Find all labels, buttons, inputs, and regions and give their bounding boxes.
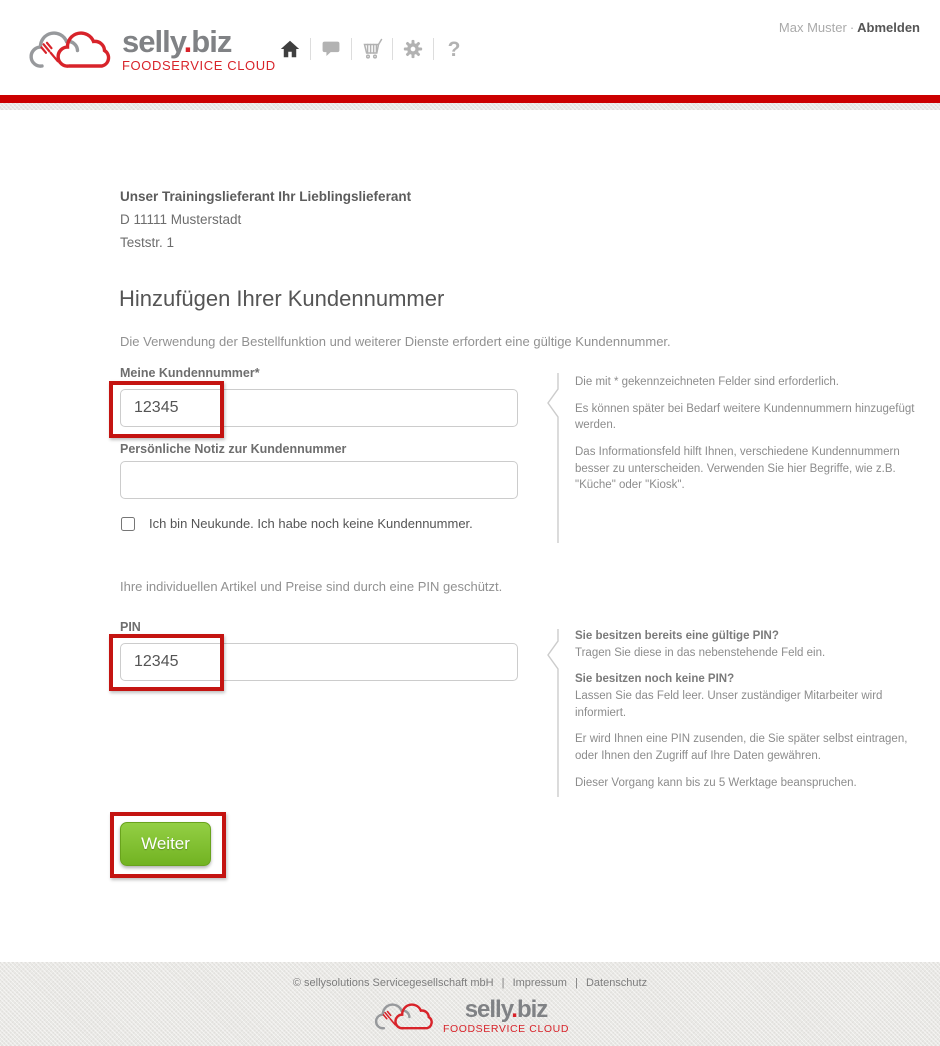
help-text: Es können später bei Bedarf weitere Kundennummern hinzugefügt werden.	[575, 402, 915, 432]
logo-wordmark	[443, 995, 569, 1023]
new-customer-label[interactable]: Ich bin Neukunde. Ich habe noch keine Kundennummer.	[149, 516, 473, 531]
pin-intro: Ihre individuellen Artikel und Preise sind durch eine PIN geschützt.	[120, 579, 503, 594]
logo-cloud-icon	[371, 995, 437, 1037]
logo-wordmark	[122, 26, 276, 57]
help-pointer-line	[546, 373, 560, 543]
help-text: Er wird Ihnen eine PIN zusenden, die Sie später selbst eintragen, oder Ihnen den Zugriff auf Ihre Daten gewähren.	[575, 733, 908, 763]
home-icon[interactable]	[278, 37, 302, 61]
logo-tld: biz	[516, 995, 548, 1023]
help-text: Dieser Vorgang kann bis zu 5 Werktage beanspruchen.	[575, 776, 857, 789]
supplier-street: Teststr. 1	[120, 234, 175, 250]
supplier-name: Unser Trainingslieferant Ihr Lieblingslieferant	[120, 189, 412, 204]
user-separator: ·	[849, 20, 855, 35]
footer	[0, 962, 940, 1046]
datenschutz-link[interactable]: Datenschutz	[585, 977, 648, 989]
help-text	[575, 671, 925, 721]
logo[interactable]	[24, 20, 276, 78]
logo-text	[122, 26, 276, 72]
nav-separator	[433, 38, 434, 60]
logo-name: selly	[122, 24, 184, 59]
help-pin	[575, 628, 925, 801]
user-links	[779, 20, 920, 35]
note-input[interactable]	[120, 461, 518, 499]
footer-separator: |	[501, 977, 505, 989]
question-glyph: ?	[447, 37, 461, 61]
help-answer: Lassen Sie das Feld leer. Unser zuständiger Mitarbeiter wird informiert.	[575, 690, 883, 719]
help-customer-number	[575, 374, 925, 504]
main-nav	[278, 36, 466, 62]
help-pointer-line	[546, 629, 560, 797]
help-text: Die mit * gekennzeichneten Felder sind erforderlich.	[575, 376, 839, 388]
supplier-info	[120, 186, 411, 255]
logo-dot: .	[511, 995, 517, 1023]
footer-separator: |	[575, 977, 578, 989]
logo-dot: .	[183, 24, 192, 59]
help-text: Das Informationsfeld hilft Ihnen, verschiedene Kundennummern besser zu unterscheiden. Verwenden Sie hier Begriffe, wie z.B. "Küche" oder "Kiosk".	[575, 446, 900, 492]
pin-input[interactable]	[120, 643, 518, 681]
nav-separator	[392, 38, 393, 60]
footer-logo	[0, 995, 940, 1037]
customer-number-input[interactable]	[120, 389, 518, 427]
logo-cloud-icon	[24, 20, 116, 78]
settings-gear-icon[interactable]	[401, 37, 425, 61]
help-question: Sie besitzen bereits eine gültige PIN?	[575, 630, 779, 642]
messages-icon[interactable]	[319, 37, 343, 61]
nav-separator	[351, 38, 352, 60]
nav-separator	[310, 38, 311, 60]
customer-number-label: Meine Kundennummer*	[120, 366, 260, 380]
supplier-city: D 11111 Musterstadt	[120, 211, 242, 227]
cart-icon[interactable]	[360, 37, 384, 61]
help-icon[interactable]	[442, 37, 466, 61]
impressum-link[interactable]: Impressum	[512, 977, 567, 989]
new-customer-row	[121, 516, 473, 531]
page-intro: Die Verwendung der Bestellfunktion und weiterer Dienste erfordert eine gültige Kundennummer.	[120, 334, 671, 349]
logo-tld: biz	[191, 24, 232, 59]
texture-strip	[0, 103, 940, 110]
copyright-text: © sellysolutions Servicegesellschaft mbH	[292, 977, 494, 989]
main-content	[0, 110, 940, 962]
logo-name: selly	[464, 995, 512, 1023]
help-question: Sie besitzen noch keine PIN?	[575, 673, 735, 686]
logo-tagline: FOODSERVICE CLOUD	[122, 58, 276, 73]
note-label: Persönliche Notiz zur Kundennummer	[120, 442, 347, 456]
pin-label: PIN	[120, 620, 141, 634]
footer-logo-text	[442, 995, 570, 1035]
help-answer: Tragen Sie diese in das nebenstehende Feld ein.	[575, 646, 826, 659]
accent-bar	[0, 95, 940, 103]
logo-tagline: FOODSERVICE CLOUD	[442, 1022, 570, 1035]
help-text	[575, 628, 925, 661]
header	[0, 0, 940, 95]
footer-copyright-row	[0, 962, 940, 989]
user-name[interactable]: Max Muster	[778, 20, 847, 35]
logout-link[interactable]: Abmelden	[857, 20, 920, 35]
page-title: Hinzufügen Ihrer Kundennummer	[119, 286, 445, 311]
weiter-button[interactable]: Weiter	[120, 822, 211, 866]
new-customer-checkbox[interactable]	[121, 517, 135, 531]
